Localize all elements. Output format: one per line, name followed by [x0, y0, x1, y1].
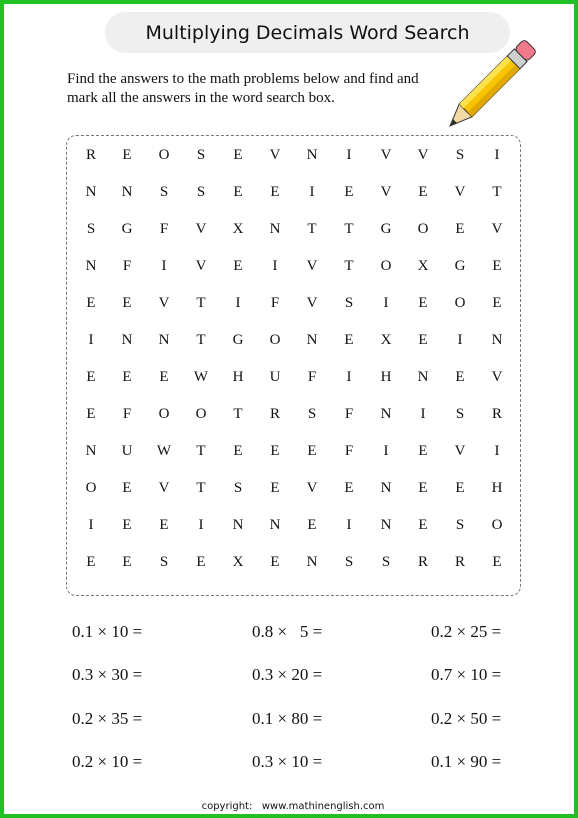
- grid-letter[interactable]: O: [454, 295, 466, 311]
- grid-letter[interactable]: N: [158, 332, 170, 348]
- grid-letter[interactable]: F: [344, 406, 354, 422]
- grid-letter[interactable]: V: [306, 480, 318, 496]
- grid-letter[interactable]: E: [233, 147, 243, 163]
- grid-letter[interactable]: E: [122, 517, 132, 533]
- copyright-site: www.mathinenglish.com: [261, 801, 385, 812]
- grid-letter[interactable]: E: [233, 443, 243, 459]
- grid-letter[interactable]: R: [454, 554, 465, 570]
- copyright-label: copyright:: [201, 801, 253, 812]
- grid-row: [67, 404, 520, 424]
- grid-letter[interactable]: E: [122, 369, 132, 385]
- grid-letter[interactable]: S: [455, 147, 465, 163]
- page-title: Multiplying Decimals Word Search: [145, 21, 470, 44]
- grid-letter[interactable]: N: [269, 517, 281, 533]
- grid-letter[interactable]: E: [492, 258, 502, 274]
- grid-letter[interactable]: N: [85, 258, 97, 274]
- grid-letter[interactable]: O: [195, 406, 207, 422]
- math-problem: 0.2 × 25 =: [431, 622, 502, 641]
- grid-letter[interactable]: T: [196, 332, 206, 348]
- grid-letter[interactable]: R: [269, 406, 280, 422]
- grid-letter[interactable]: T: [196, 480, 206, 496]
- grid-letter[interactable]: R: [417, 554, 428, 570]
- grid-letter[interactable]: I: [272, 258, 278, 274]
- grid-letter[interactable]: E: [418, 443, 428, 459]
- grid-letter[interactable]: R: [491, 406, 502, 422]
- grid-letter[interactable]: G: [380, 221, 392, 237]
- grid-letter[interactable]: S: [381, 554, 391, 570]
- grid-letter[interactable]: E: [86, 554, 96, 570]
- grid-letter[interactable]: W: [156, 443, 172, 459]
- grid-letter[interactable]: R: [85, 147, 96, 163]
- word-search-grid: [66, 135, 521, 596]
- grid-row: [67, 330, 520, 350]
- grid-letter[interactable]: I: [494, 147, 500, 163]
- grid-letter[interactable]: T: [344, 258, 354, 274]
- grid-letter[interactable]: N: [121, 332, 133, 348]
- grid-letter[interactable]: V: [417, 147, 429, 163]
- grid-letter[interactable]: E: [418, 295, 428, 311]
- grid-letter[interactable]: N: [306, 554, 318, 570]
- grid-letter[interactable]: N: [306, 332, 318, 348]
- grid-row: [67, 367, 520, 387]
- math-problem: 0.3 × 20 =: [252, 665, 323, 684]
- grid-letter[interactable]: N: [491, 332, 503, 348]
- grid-letter[interactable]: O: [158, 406, 170, 422]
- grid-letter[interactable]: I: [420, 406, 426, 422]
- grid-letter[interactable]: S: [344, 295, 354, 311]
- grid-letter[interactable]: G: [121, 221, 133, 237]
- grid-letter[interactable]: I: [346, 147, 352, 163]
- grid-letter[interactable]: E: [344, 480, 354, 496]
- grid-row: [67, 478, 520, 498]
- grid-letter[interactable]: V: [380, 147, 392, 163]
- math-problem: 0.1 × 80 =: [252, 709, 323, 728]
- grid-letter[interactable]: N: [121, 184, 133, 200]
- grid-letter[interactable]: E: [86, 406, 96, 422]
- grid-letter[interactable]: X: [232, 221, 244, 237]
- grid-letter[interactable]: N: [380, 480, 392, 496]
- grid-row: [67, 256, 520, 276]
- grid-letter[interactable]: V: [158, 480, 170, 496]
- pencil-icon: [440, 38, 540, 132]
- grid-letter[interactable]: E: [344, 184, 354, 200]
- grid-letter[interactable]: E: [233, 258, 243, 274]
- grid-letter[interactable]: E: [233, 184, 243, 200]
- grid-letter[interactable]: E: [270, 554, 280, 570]
- grid-letter[interactable]: F: [270, 295, 280, 311]
- grid-letter[interactable]: E: [86, 369, 96, 385]
- grid-letter[interactable]: E: [86, 295, 96, 311]
- grid-letter[interactable]: U: [269, 369, 281, 385]
- grid-letter[interactable]: E: [122, 295, 132, 311]
- grid-letter[interactable]: X: [417, 258, 429, 274]
- grid-letter[interactable]: H: [232, 369, 244, 385]
- grid-letter[interactable]: S: [344, 554, 354, 570]
- grid-letter[interactable]: E: [344, 332, 354, 348]
- grid-letter[interactable]: T: [233, 406, 243, 422]
- grid-letter[interactable]: N: [269, 221, 281, 237]
- grid-row: [67, 515, 520, 535]
- grid-letter[interactable]: E: [270, 443, 280, 459]
- grid-letter[interactable]: I: [383, 443, 389, 459]
- grid-row: [67, 293, 520, 313]
- grid-letter[interactable]: E: [122, 480, 132, 496]
- grid-letter[interactable]: V: [269, 147, 281, 163]
- grid-letter[interactable]: V: [306, 295, 318, 311]
- grid-letter[interactable]: S: [86, 221, 96, 237]
- math-problem: 0.1 × 90 =: [431, 752, 502, 771]
- grid-letter[interactable]: O: [491, 517, 503, 533]
- grid-letter[interactable]: T: [307, 221, 317, 237]
- grid-letter[interactable]: I: [383, 295, 389, 311]
- grid-letter[interactable]: V: [195, 221, 207, 237]
- grid-letter[interactable]: S: [455, 517, 465, 533]
- grid-letter[interactable]: G: [232, 332, 244, 348]
- grid-letter[interactable]: O: [417, 221, 429, 237]
- grid-letter[interactable]: E: [159, 517, 169, 533]
- grid-letter[interactable]: V: [380, 184, 392, 200]
- grid-letter[interactable]: E: [418, 332, 428, 348]
- grid-letter[interactable]: T: [196, 443, 206, 459]
- grid-letter[interactable]: O: [269, 332, 281, 348]
- grid-letter[interactable]: E: [196, 554, 206, 570]
- grid-row: [67, 552, 520, 572]
- grid-row: [67, 219, 520, 239]
- grid-row: [67, 441, 520, 461]
- grid-letter[interactable]: E: [455, 221, 465, 237]
- grid-letter[interactable]: E: [418, 517, 428, 533]
- grid-letter[interactable]: S: [159, 554, 169, 570]
- grid-letter[interactable]: F: [307, 369, 317, 385]
- grid-letter[interactable]: N: [232, 517, 244, 533]
- grid-letter[interactable]: T: [196, 295, 206, 311]
- grid-letter[interactable]: S: [196, 184, 206, 200]
- grid-letter[interactable]: N: [85, 443, 97, 459]
- grid-letter[interactable]: V: [491, 221, 503, 237]
- grid-letter[interactable]: I: [235, 295, 241, 311]
- grid-letter[interactable]: E: [455, 480, 465, 496]
- grid-letter[interactable]: I: [161, 258, 167, 274]
- grid-letter[interactable]: H: [491, 480, 503, 496]
- grid-letter[interactable]: I: [309, 184, 315, 200]
- grid-letter[interactable]: S: [307, 406, 317, 422]
- grid-letter[interactable]: W: [193, 369, 209, 385]
- math-problem: 0.7 × 10 =: [431, 665, 502, 684]
- grid-letter[interactable]: E: [455, 369, 465, 385]
- grid-letter[interactable]: I: [494, 443, 500, 459]
- grid-letter[interactable]: U: [121, 443, 133, 459]
- grid-letter[interactable]: F: [159, 221, 169, 237]
- grid-letter[interactable]: E: [418, 184, 428, 200]
- grid-letter[interactable]: O: [380, 258, 392, 274]
- grid-letter[interactable]: F: [344, 443, 354, 459]
- grid-row: [67, 145, 520, 165]
- grid-letter[interactable]: I: [346, 369, 352, 385]
- grid-letter[interactable]: N: [306, 147, 318, 163]
- grid-letter[interactable]: E: [122, 147, 132, 163]
- grid-letter[interactable]: O: [158, 147, 170, 163]
- grid-letter[interactable]: X: [232, 554, 244, 570]
- math-problem: 0.3 × 10 =: [252, 752, 323, 771]
- grid-letter[interactable]: E: [492, 295, 502, 311]
- math-problem: 0.2 × 50 =: [431, 709, 502, 728]
- grid-letter[interactable]: F: [122, 406, 132, 422]
- grid-letter[interactable]: H: [380, 369, 392, 385]
- math-problem: 0.1 × 10 =: [72, 622, 143, 641]
- math-problem: 0.2 × 10 =: [72, 752, 143, 771]
- grid-letter[interactable]: N: [380, 406, 392, 422]
- instructions-text: Find the answers to the math problems below and find and mark all the answers in the word search box.: [67, 71, 419, 106]
- grid-letter[interactable]: F: [122, 258, 132, 274]
- copyright-footer: [4, 801, 578, 812]
- grid-letter[interactable]: N: [85, 184, 97, 200]
- grid-letter[interactable]: I: [198, 517, 204, 533]
- grid-letter[interactable]: V: [454, 184, 466, 200]
- grid-letter[interactable]: V: [491, 369, 503, 385]
- grid-letter[interactable]: G: [454, 258, 466, 274]
- grid-letter[interactable]: E: [122, 554, 132, 570]
- grid-letter[interactable]: E: [270, 184, 280, 200]
- grid-letter[interactable]: E: [492, 554, 502, 570]
- grid-letter[interactable]: S: [196, 147, 206, 163]
- grid-letter[interactable]: V: [454, 443, 466, 459]
- grid-letter[interactable]: V: [158, 295, 170, 311]
- grid-letter[interactable]: E: [159, 369, 169, 385]
- grid-letter[interactable]: S: [159, 184, 169, 200]
- grid-letter[interactable]: E: [270, 480, 280, 496]
- grid-letter[interactable]: E: [307, 517, 317, 533]
- grid-letter[interactable]: T: [344, 221, 354, 237]
- grid-letter[interactable]: I: [88, 332, 94, 348]
- grid-letter[interactable]: I: [457, 332, 463, 348]
- grid-letter[interactable]: X: [380, 332, 392, 348]
- math-problem: 0.2 × 35 =: [72, 709, 143, 728]
- grid-letter[interactable]: S: [233, 480, 243, 496]
- grid-letter[interactable]: I: [346, 517, 352, 533]
- grid-letter[interactable]: E: [307, 443, 317, 459]
- math-problem: 0.8 × 5 =: [252, 622, 323, 641]
- grid-letter[interactable]: O: [85, 480, 97, 496]
- math-problem: 0.3 × 30 =: [72, 665, 143, 684]
- grid-letter[interactable]: E: [418, 480, 428, 496]
- grid-letter[interactable]: N: [380, 517, 392, 533]
- grid-letter[interactable]: V: [306, 258, 318, 274]
- grid-letter[interactable]: I: [88, 517, 94, 533]
- grid-row: [67, 182, 520, 202]
- grid-letter[interactable]: N: [417, 369, 429, 385]
- grid-letter[interactable]: S: [455, 406, 465, 422]
- grid-letter[interactable]: T: [492, 184, 502, 200]
- grid-letter[interactable]: V: [195, 258, 207, 274]
